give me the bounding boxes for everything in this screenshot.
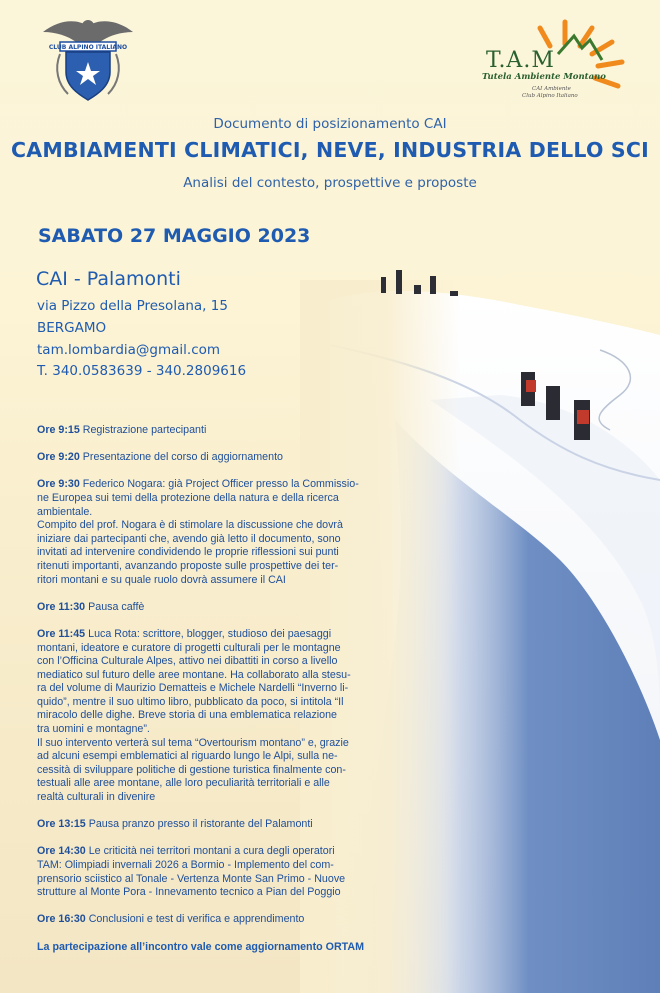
program-line	[37, 628, 412, 642]
program-line	[37, 791, 412, 805]
program-line	[37, 777, 412, 791]
program-text: cessità di sviluppare politiche di gestione turistica finalmente con-	[37, 763, 346, 776]
program-line	[37, 655, 412, 669]
program-line	[37, 723, 412, 737]
program-line	[37, 873, 412, 887]
program-item	[37, 628, 412, 805]
program-line	[37, 560, 412, 574]
tam-sub1: CAI Ambiente	[532, 86, 571, 92]
program-line	[37, 764, 412, 778]
program-time: Ore 14:30	[37, 845, 86, 858]
venue-name: CAI - Palamonti	[36, 268, 181, 290]
program-line	[37, 737, 412, 751]
venue-city: BERGAMO	[37, 320, 107, 336]
program-text: mediatico sul futuro delle aree montane. Ha collaborato alla stesu-	[37, 668, 351, 681]
program-text: Le criticità nei territori montani a cura degli operatori	[88, 845, 335, 858]
program-text: ambientale.	[37, 505, 93, 518]
program-time: Ore 16:30	[37, 913, 86, 926]
program-text: tra uomini e montagne”.	[37, 723, 150, 736]
program-line	[37, 913, 412, 927]
program-line	[37, 424, 412, 438]
program-text: Luca Rota: scrittore, blogger, studioso dei paesaggi	[88, 627, 332, 640]
program-line	[37, 750, 412, 764]
program-line	[37, 696, 412, 710]
tam-sub2: Club Alpino Italiano	[522, 93, 578, 99]
page-subtitle: Analisi del contesto, prospettive e proposte	[183, 175, 477, 191]
program-text: Presentazione del corso di aggiornamento	[82, 451, 283, 464]
document-kicker: Documento di posizionamento CAI	[213, 116, 447, 132]
program-text: ra del volume di Maurizio Dematteis e Michele Nardelli “Inverno li-	[37, 682, 349, 695]
program-line	[37, 574, 412, 588]
program-line	[37, 546, 412, 560]
program-text: Registrazione partecipanti	[82, 424, 207, 436]
program-text: Pausa caffè	[88, 600, 145, 613]
program-text: TAM: Olimpiadi invernali 2026 a Bormio - Implemento del com-	[37, 859, 334, 871]
cai-ribbon-text: CLUB ALPINO ITALIANO	[48, 44, 128, 51]
contact-email[interactable]: tam.lombardia@gmail.com	[37, 342, 221, 358]
closing-note: La partecipazione all’incontro vale come aggiornamento ORTAM	[37, 941, 365, 953]
program-item	[37, 913, 412, 927]
program-item	[37, 451, 412, 465]
program-text: iniziare dai partecipanti che, avendo già letto il documento, sono	[37, 532, 341, 545]
venue-address: via Pizzo della Presolana, 15	[37, 298, 228, 314]
program-text: montani, ideatore e curatore di progetti culturali per le montagne	[37, 641, 341, 654]
program-item	[37, 478, 412, 587]
program-text: ritenuti importanti, avanzando proposte sulle prospettive dei ter-	[37, 559, 339, 572]
program-item	[37, 424, 412, 438]
program-time: Ore 9:30	[37, 478, 80, 491]
program-text: quido”, mentre il suo ultimo libro, pubblicato da poco, si intitola “Il	[37, 695, 344, 708]
page-title: CAMBIAMENTI CLIMATICI, NEVE, INDUSTRIA DELLO SCI	[11, 138, 649, 162]
program-text: ritori montani e su quale ruolo dovrà assumere il CAI	[37, 573, 286, 586]
program-time: Ore 11:30	[37, 600, 86, 613]
program-text: Compito del prof. Nogara è di stimolare la discussione che dovrà	[37, 519, 343, 532]
program-line	[37, 709, 412, 723]
program-line	[37, 519, 412, 533]
program-list	[37, 424, 412, 941]
program-text: Il suo intervento verterà sul tema “Overtourism montano” e, grazie	[37, 736, 349, 749]
program-text: Conclusioni e test di verifica e apprendimento	[88, 913, 305, 926]
program-text: invitati ad intervenire condividendo le proprie riflessioni sui punti	[37, 546, 339, 559]
program-line	[37, 859, 412, 873]
program-line	[37, 492, 412, 506]
program-time: Ore 9:15	[37, 424, 80, 436]
cai-logo	[38, 14, 138, 102]
tam-wordmark: T.A.M	[486, 48, 555, 73]
program-line	[37, 886, 412, 900]
program-line	[37, 506, 412, 520]
program-text: testuali alle aree montane, alle loro peculiarità territoriali e alle	[37, 777, 330, 790]
program-text: strutture al Monte Pora - Innevamento tecnico a Pian del Poggio	[37, 886, 341, 899]
program-line	[37, 669, 412, 683]
program-line	[37, 682, 412, 696]
program-line	[37, 533, 412, 547]
program-item	[37, 601, 412, 615]
program-text: con l’Officina Culturale Alpes, attivo nei dibattiti in corso a livello	[37, 655, 338, 668]
program-time: Ore 13:15	[37, 818, 86, 831]
event-date: SABATO 27 MAGGIO 2023	[38, 225, 311, 247]
program-item	[37, 818, 412, 832]
program-line	[37, 601, 412, 615]
program-item	[37, 845, 412, 899]
program-text: Federico Nogara: già Project Officer presso la Commissio-	[82, 478, 359, 491]
program-line	[37, 642, 412, 656]
program-time: Ore 9:20	[37, 451, 80, 464]
program-line	[37, 845, 412, 859]
contact-phone: T. 340.0583639 - 340.2809616	[37, 363, 247, 379]
program-time: Ore 11:45	[37, 627, 86, 640]
tam-tagline: Tutela Ambiente Montano	[482, 72, 606, 82]
program-text: prensorio sciistico al Tonale - Vertenza Monte San Primo - Nuove	[37, 872, 346, 885]
program-line	[37, 451, 412, 465]
program-text: ne Europea sui temi della protezione della natura e della ricerca	[37, 491, 339, 504]
program-text: Pausa pranzo presso il ristorante del Palamonti	[88, 818, 313, 831]
program-text: miracolo delle dighe. Breve storia di una emblematica relazione	[37, 709, 338, 722]
program-line	[37, 818, 412, 832]
program-line	[37, 478, 412, 492]
program-text: realtà culturali in divenire	[37, 791, 156, 804]
program-text: ad alcuni esempi emblematici al riguardo lungo le Alpi, sulla ne-	[37, 750, 338, 763]
